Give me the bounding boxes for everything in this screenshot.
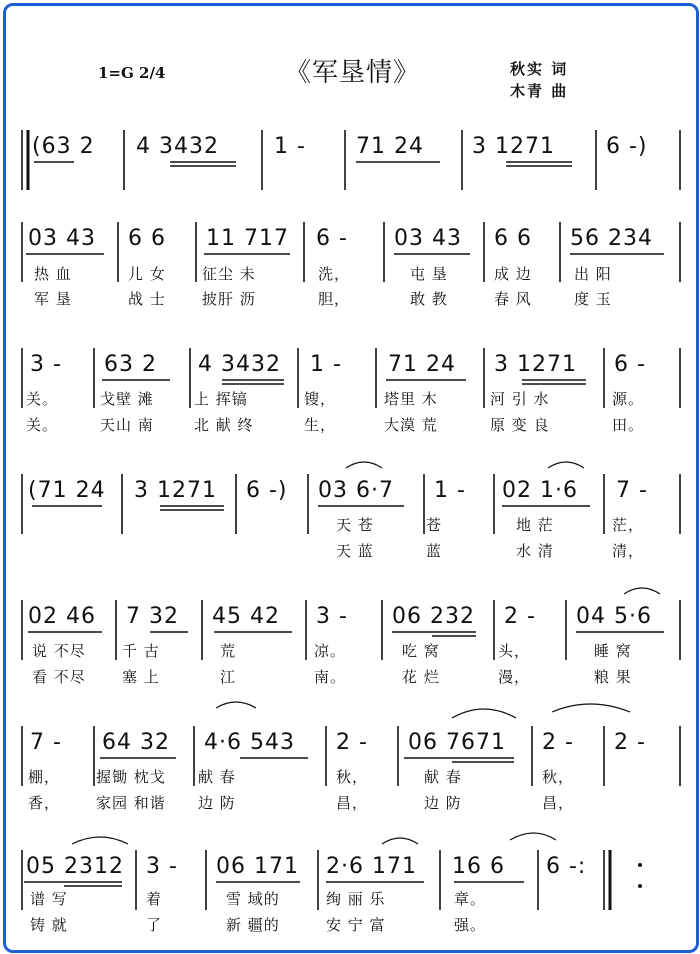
lyric: 洗， [318,265,351,283]
notation: 63 2 [104,352,157,377]
notation: 05 2312 [26,854,124,879]
lyric: 着 [146,890,163,908]
lyric: 水 清 [516,542,554,560]
lyric: 花 烂 [402,668,440,686]
lyric: 献 春 [424,768,462,786]
notation: 71 24 [356,134,424,159]
lyric: 章。 [454,890,487,908]
lyric: 说 不尽 [32,642,86,660]
notation: 64 32 [102,730,170,755]
lyric: 献 春 [198,768,236,786]
lyric: 千 古 [122,642,160,660]
notation: 1 - [434,478,466,503]
lyricist-credit: 秋实 词 [510,60,569,78]
lyric: 春 风 [494,290,532,308]
lyric: 屯 垦 [410,265,448,283]
notation: 03 6·7 [318,478,394,503]
notation: 3 1271 [494,352,577,377]
notation: 45 42 [212,604,280,629]
notation: 3 1271 [472,134,555,159]
notation: 4 3432 [198,352,281,377]
lyric: 源。 [612,390,645,408]
notation: 6 - [316,226,348,251]
notation: 2·6 171 [326,854,417,879]
lyric: 昌， [336,794,369,812]
lyric: 塔里 木 [384,390,438,408]
key-signature: 1=G 2/4 [98,64,166,82]
lyric: 绚 丽 乐 [326,890,386,908]
lyric: 睡 窝 [594,642,632,660]
lyric: 谱 写 [30,890,68,908]
lyric: 生， [304,416,337,434]
lyric: 边 防 [424,794,462,812]
lyric: 漫， [498,668,531,686]
lyric: 敢 教 [410,290,448,308]
lyric: 吃 窝 [402,642,440,660]
notation: 71 24 [388,352,456,377]
notation: 03 43 [28,226,96,251]
notation: 6 - [614,352,646,377]
notation: 6 -: [546,854,587,879]
notation: 7 - [616,478,648,503]
notation: 3 - [146,854,178,879]
notation: 4 3432 [136,134,219,159]
lyric: 北 献 终 [194,416,254,434]
notation: 6 6 [128,226,166,251]
lyric: 清， [612,542,645,560]
notation: 7 32 [126,604,179,629]
lyric: 关。 [26,416,59,434]
lyric: 家园 和谐 [96,794,166,812]
lyric: 蓝 [426,542,443,560]
notation: 02 1·6 [502,478,578,503]
notation: 3 1271 [134,478,217,503]
notation: 6 6 [494,226,532,251]
lyric: 田。 [612,416,645,434]
notation: 3 - [30,352,62,377]
notation: 3 - [316,604,348,629]
lyric: 茫， [612,516,645,534]
lyric: 握锄 枕戈 [96,768,166,786]
lyric: 铸 就 [30,916,68,934]
lyric: 塞 上 [122,668,160,686]
notation: 7 - [30,730,62,755]
notation: 11 717 [206,226,289,251]
lyric: 雪 域的 [226,890,280,908]
lyric: 战 士 [128,290,166,308]
lyric: 香， [28,794,61,812]
lyric: 胆， [318,290,351,308]
lyric: 边 防 [198,794,236,812]
lyric: 成 边 [494,265,532,283]
lyric: 儿 女 [128,265,166,283]
lyric: 大漠 荒 [384,416,438,434]
notation: 16 6 [452,854,505,879]
notation: 03 43 [394,226,462,251]
lyric: 河 引 水 [490,390,550,408]
lyric: 天 苍 [336,516,374,534]
notation: 2 - [542,730,574,755]
notation: 04 5·6 [576,604,652,629]
lyric: 地 茫 [516,516,554,534]
lyric: 看 不尽 [32,668,86,686]
lyric: 荒 [220,642,237,660]
lyric: 戈壁 滩 [100,390,154,408]
lyric: 天 蓝 [336,542,374,560]
lyric: 了 [146,916,163,934]
notation: 06 7671 [408,730,506,755]
lyric: 度 玉 [574,290,612,308]
lyric: 新 疆的 [226,916,280,934]
notation: 06 232 [392,604,475,629]
lyric: 棚， [28,768,61,786]
notation: 1 - [310,352,342,377]
lyric: 凉。 [314,642,347,660]
lyric: 征尘 未 [202,265,256,283]
lyric: 安 宁 富 [326,916,386,934]
lyric: 昌， [542,794,575,812]
lyric: 原 变 良 [490,416,550,434]
lyric: 披肝 沥 [202,290,256,308]
notation: 6 -) [246,478,288,503]
lyric: 强。 [454,916,487,934]
lyric: 南。 [314,668,347,686]
lyric: 军 垦 [34,290,72,308]
notation: 1 - [274,134,306,159]
notation: 6 -) [606,134,648,159]
song-title: 《军垦情》 [285,58,421,88]
lyric: 江 [220,668,237,686]
lyric: 秋， [542,768,575,786]
notation: 4·6 543 [204,730,295,755]
lyric: 热 血 [34,265,72,283]
notation: 2 - [504,604,536,629]
notation: 2 - [336,730,368,755]
lyric: 出 阳 [574,265,612,283]
lyric: 关。 [26,390,59,408]
lyric: 苍 [426,516,443,534]
notation: 06 171 [216,854,299,879]
lyric: 秋， [336,768,369,786]
notation: (63 2 [32,134,95,159]
notation: (71 24 [28,478,106,503]
notation: 56 234 [570,226,653,251]
notation: 2 - [614,730,646,755]
lyric: 上 挥镐 [194,390,248,408]
lyric: 锼， [304,390,337,408]
lyric: 天山 南 [100,416,154,434]
notation: 02 46 [28,604,96,629]
lyric: 头， [498,642,531,660]
lyric: 粮 果 [594,668,632,686]
composer-credit: 木青 曲 [510,82,569,100]
